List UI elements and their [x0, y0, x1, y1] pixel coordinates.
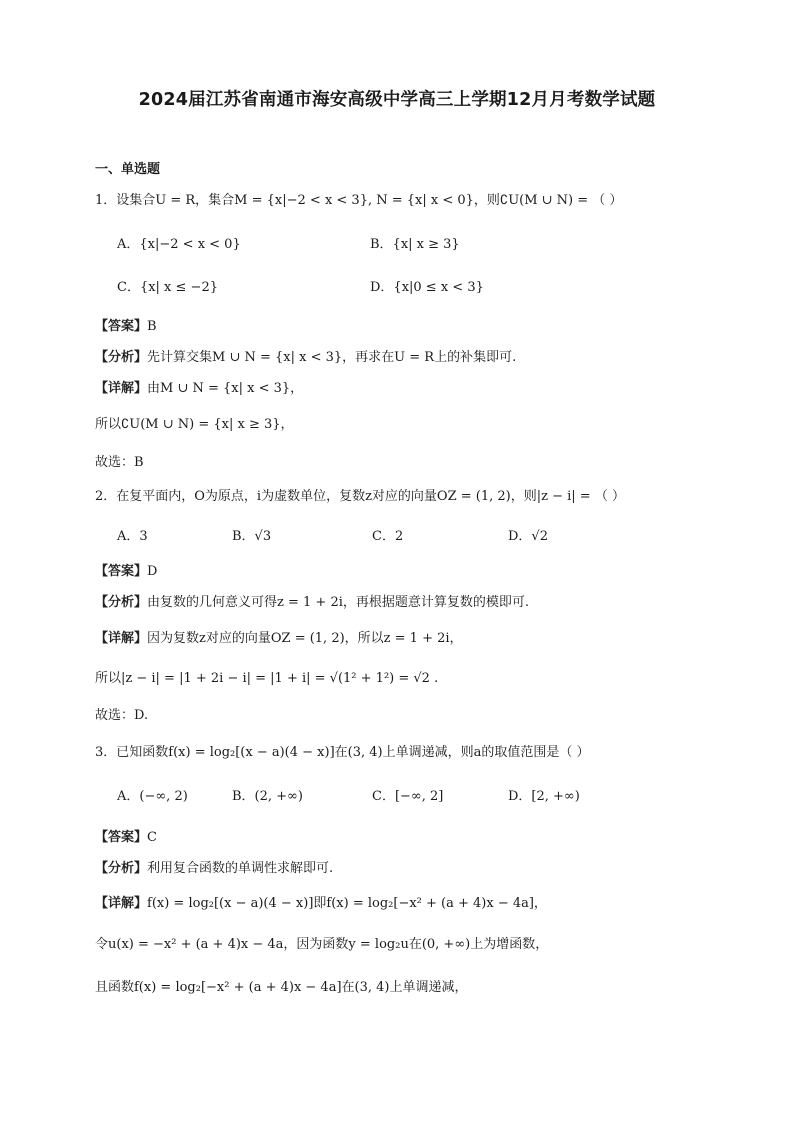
question-2-option-a: A．3 [117, 529, 148, 544]
answer-tag: 【答案】 [95, 319, 148, 334]
question-2-option-c: C．2 [372, 529, 404, 544]
question-3-answer [95, 829, 734, 847]
document-title: 2024届江苏省南通市海安高级中学高三上学期12月月考数学试题 [138, 90, 656, 110]
detail-tag: 【详解】 [95, 381, 148, 396]
detail-text: f(x) = log₂[(x − a)(4 − x)]即f(x) = log₂[−x² + (a + 4)x − 4a]， [147, 896, 547, 911]
detail-text: 因为复数z对应的向量OZ = (1, 2)，所以z = 1 + 2i， [147, 631, 463, 646]
analysis-tag: 【分析】 [95, 350, 148, 365]
question-3-stem: 3．已知函数f(x) = log₂[(x − a)(4 − x)]在(3, 4)上单调递减，则a的取值范围是（ ） [95, 745, 590, 760]
section-heading: 一、单选题 [95, 162, 161, 177]
question-1-conclusion: 故选：B [95, 455, 144, 470]
detail-text: 由M ∪ N = {x| x < 3}， [147, 381, 304, 396]
question-2-analysis [95, 594, 734, 612]
question-1-answer [95, 318, 734, 336]
question-3-analysis [95, 860, 734, 878]
question-3-option-c: C．[−∞, 2] [372, 789, 444, 804]
question-1-option-a: A．{x|−2 < x < 0} [117, 237, 241, 252]
question-3-option-a: A．(−∞, 2) [117, 789, 188, 804]
answer-value: B [147, 319, 157, 334]
question-1-detail-line-2: 所以∁U(M ∪ N) = {x| x ≥ 3}， [95, 417, 294, 432]
question-1-stem: 1．设集合U = R，集合M = {x|−2 < x < 3}, N = {x| x < 0}，则∁U(M ∪ N) = （ ） [95, 193, 623, 208]
question-1-option-b: B．{x| x ≥ 3} [370, 237, 460, 252]
answer-tag: 【答案】 [95, 830, 148, 845]
answer-value: D [147, 564, 158, 579]
question-3-option-d: D．[2, +∞) [508, 789, 580, 804]
analysis-text: 利用复合函数的单调性求解即可. [147, 861, 334, 876]
question-2-conclusion: 故选：D. [95, 708, 149, 723]
answer-value: C [147, 830, 157, 845]
question-1-detail [95, 380, 734, 398]
analysis-tag: 【分析】 [95, 861, 148, 876]
question-2-stem: 2．在复平面内，O为原点，i为虚数单位，复数z对应的向量OZ = (1, 2)，则|z − i| = （ ） [95, 489, 625, 504]
question-3-detail [95, 895, 734, 913]
question-1-option-c: C．{x| x ≤ −2} [117, 280, 218, 295]
question-2-answer [95, 563, 734, 581]
analysis-text: 先计算交集M ∪ N = {x| x < 3}，再求在U = R上的补集即可. [147, 350, 517, 365]
question-3-detail-line-2: 令u(x) = −x² + (a + 4)x − 4a，因为函数y = log₂u在(0, +∞)上为增函数， [95, 937, 549, 952]
question-2-detail [95, 630, 734, 648]
question-1-option-d: D．{x|0 ≤ x < 3} [370, 280, 484, 295]
question-1-analysis [95, 349, 734, 367]
analysis-text: 由复数的几何意义可得z = 1 + 2i，再根据题意计算复数的模即可. [147, 595, 530, 610]
question-2-option-b: B．√3 [232, 529, 272, 544]
detail-tag: 【详解】 [95, 896, 148, 911]
answer-tag: 【答案】 [95, 564, 148, 579]
question-2-detail-line-2: 所以|z − i| = |1 + 2i − i| = |1 + i| = √(1² + 1²) = √2 . [95, 671, 439, 686]
analysis-tag: 【分析】 [95, 595, 148, 610]
question-3-option-b: B．(2, +∞) [232, 789, 303, 804]
question-3-detail-line-3: 且函数f(x) = log₂[−x² + (a + 4)x − 4a]在(3, 4)上单调递减， [95, 980, 468, 995]
detail-tag: 【详解】 [95, 631, 148, 646]
question-2-option-d: D．√2 [508, 529, 548, 544]
